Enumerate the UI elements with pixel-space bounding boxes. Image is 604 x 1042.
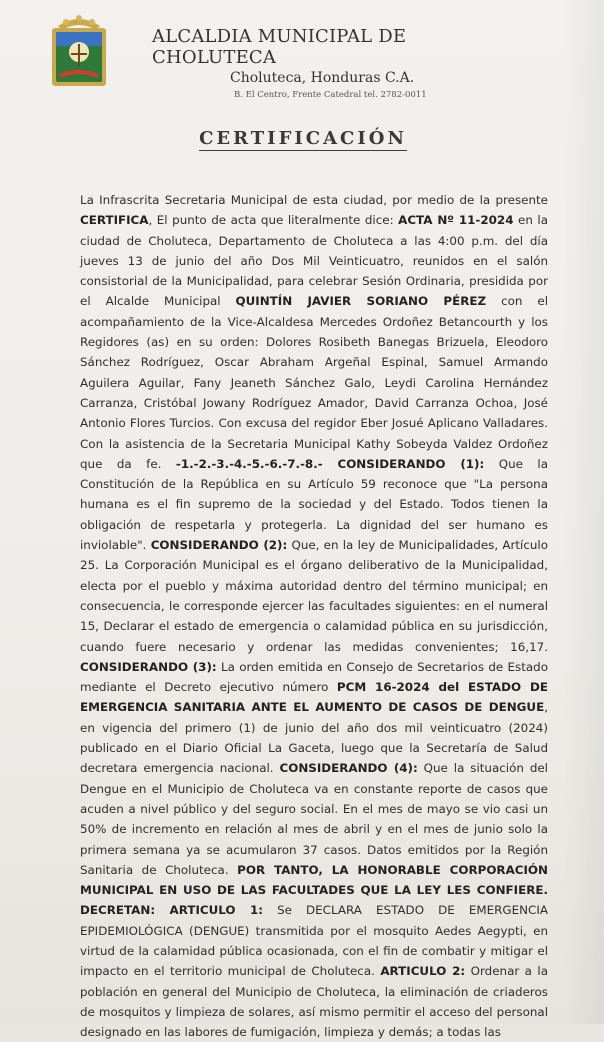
organization-location: Choluteca, Honduras C.A. <box>230 70 415 86</box>
body-text: Que la situación del Dengue en el Municipio de Choluteca va en constante reporte de casos que acuden a nivel público y del seguro social. En el mes de mayo se vio casi un 50% de incremento en relación al mes de abril y en el mes de junio solo la primera semana ya se acumularon 37 casos. Datos emitidos por la Región Sanitaria de Choluteca. <box>80 761 548 877</box>
body-bold: CERTIFICA <box>80 213 149 228</box>
body-bold: CONSIDERANDO (2): <box>150 538 288 553</box>
body-bold: POR TANTO, LA HONORABLE CORPORACIÓN MUNICIPAL EN USO DE LAS FACULTADES QUE LA LEY LES CONFIERE. DECRETAN: ARTICULO 1: <box>80 862 548 918</box>
document-title: CERTIFICACIÓN <box>199 128 407 149</box>
organization-address: B. El Centro, Frente Catedral tel. 2782-0011 <box>234 90 427 100</box>
body-bold: CONSIDERANDO (4): <box>279 761 418 776</box>
body-text: Ordenar a la población en general del Municipio de Choluteca, la eliminación de criaderos de mosquitos y limpieza de solares, así mismo permitir el acceso del personal designado en las labores de fumigación, limpieza y demás; a todas las <box>80 964 548 1040</box>
body-text: , en vigencia del primero (1) de junio del año dos mil veinticuatro (2024) publicado en el Diario Oficial La Gaceta, luego que la Secretaría de Salud decretara emergencia nacional. <box>80 700 548 776</box>
body-bold: ACTA Nº 11-2024 <box>398 213 514 228</box>
body-text: con el acompañamiento de la Vice-Alcaldesa Mercedes Ordoñez Betancourth y los Regidores (as) en su orden: Dolores Rosibeth Banegas Brizuela, Eleodoro Sánchez Rodríguez, Oscar Abraham Argeñal Espinal, Samuel Armando Aguilera Aguilar, Fany Jeaneth Sánchez Galo, Leydi Carolina Hernández Carranza, Cristóbal Jowany Rodríguez Amador, David Carranza Ochoa, José Antonio Flores Turcios. Con excusa del regidor Eber Josué Aplicano Valladares. Con la asistencia de la Secretaria Municipal Kathy Sobeyda Valdez Ordoñez que da fe. <box>80 294 548 471</box>
body-text: , El punto de acta que literalmente dice: <box>148 213 399 228</box>
letterhead <box>152 26 532 100</box>
body-text: Se DECLARA ESTADO DE EMERGENCIA EPIDEMIOLÓGICA (DENGUE) transmitida por el mosquito Aedes Aegypti, en virtud de la calamidad pública ocasionada, con el fin de combatir y mitigar el impacto en el territorio municipal de Choluteca. <box>80 903 548 979</box>
body-text: Que la Constitución de la República en su Artículo 59 reconoce que "La persona humana es el fin supremo de la sociedad y del Estado. Todos tienen la obligación de respetarla y protegerla. La dignidad del ser humano es inviolable". <box>80 456 548 553</box>
organization-name: ALCALDIA MUNICIPAL DE CHOLUTECA <box>152 26 407 68</box>
body-bold: QUINTÍN JAVIER SORIANO PÉREZ <box>235 294 487 309</box>
page-shadow <box>564 0 604 1024</box>
certification-body <box>80 190 548 1042</box>
body-bold: -1.-2.-3.-4.-5.-6.-7.-8.- CONSIDERANDO (1): <box>175 456 485 471</box>
body-text: La orden emitida en Consejo de Secretarios de Estado mediante el Decreto ejecutivo número <box>80 659 549 695</box>
body-text: La Infrascrita Secretaria Municipal de esta ciudad, por medio de la presente <box>80 193 548 207</box>
body-bold: PCM 16-2024 del ESTADO DE EMERGENCIA SANITARIA ANTE EL AUMENTO DE CASOS DE DENGUE <box>80 680 548 715</box>
municipal-seal-logo <box>46 14 112 90</box>
body-text: en la ciudad de Choluteca, Departamento de Choluteca a las 4:00 p.m. del día jueves 13 de junio del año Dos Mil Veinticuatro, reunidos en el salón consistorial de la Municipalidad, para celebrar Sesión Ordinaria, presidida por el Alcalde Municipal <box>80 213 548 309</box>
body-text: Que, en la ley de Municipalidades, Artículo 25. La Corporación Municipal es el órgano deliberativo de la Municipalidad, electa por el pueblo y máxima autoridad dentro del término municipal; en consecuencia, le corresponde ejercer las facultades siguientes: en el numeral 15, Declarar el estado de emergencia o calamidad pública en su jurisdicción, cuando fuere necesario y ordenar las medidas convenientes; 16,17. <box>80 538 548 654</box>
body-bold: ARTICULO 2: <box>380 964 466 979</box>
body-bold: CONSIDERANDO (3): <box>80 659 217 674</box>
